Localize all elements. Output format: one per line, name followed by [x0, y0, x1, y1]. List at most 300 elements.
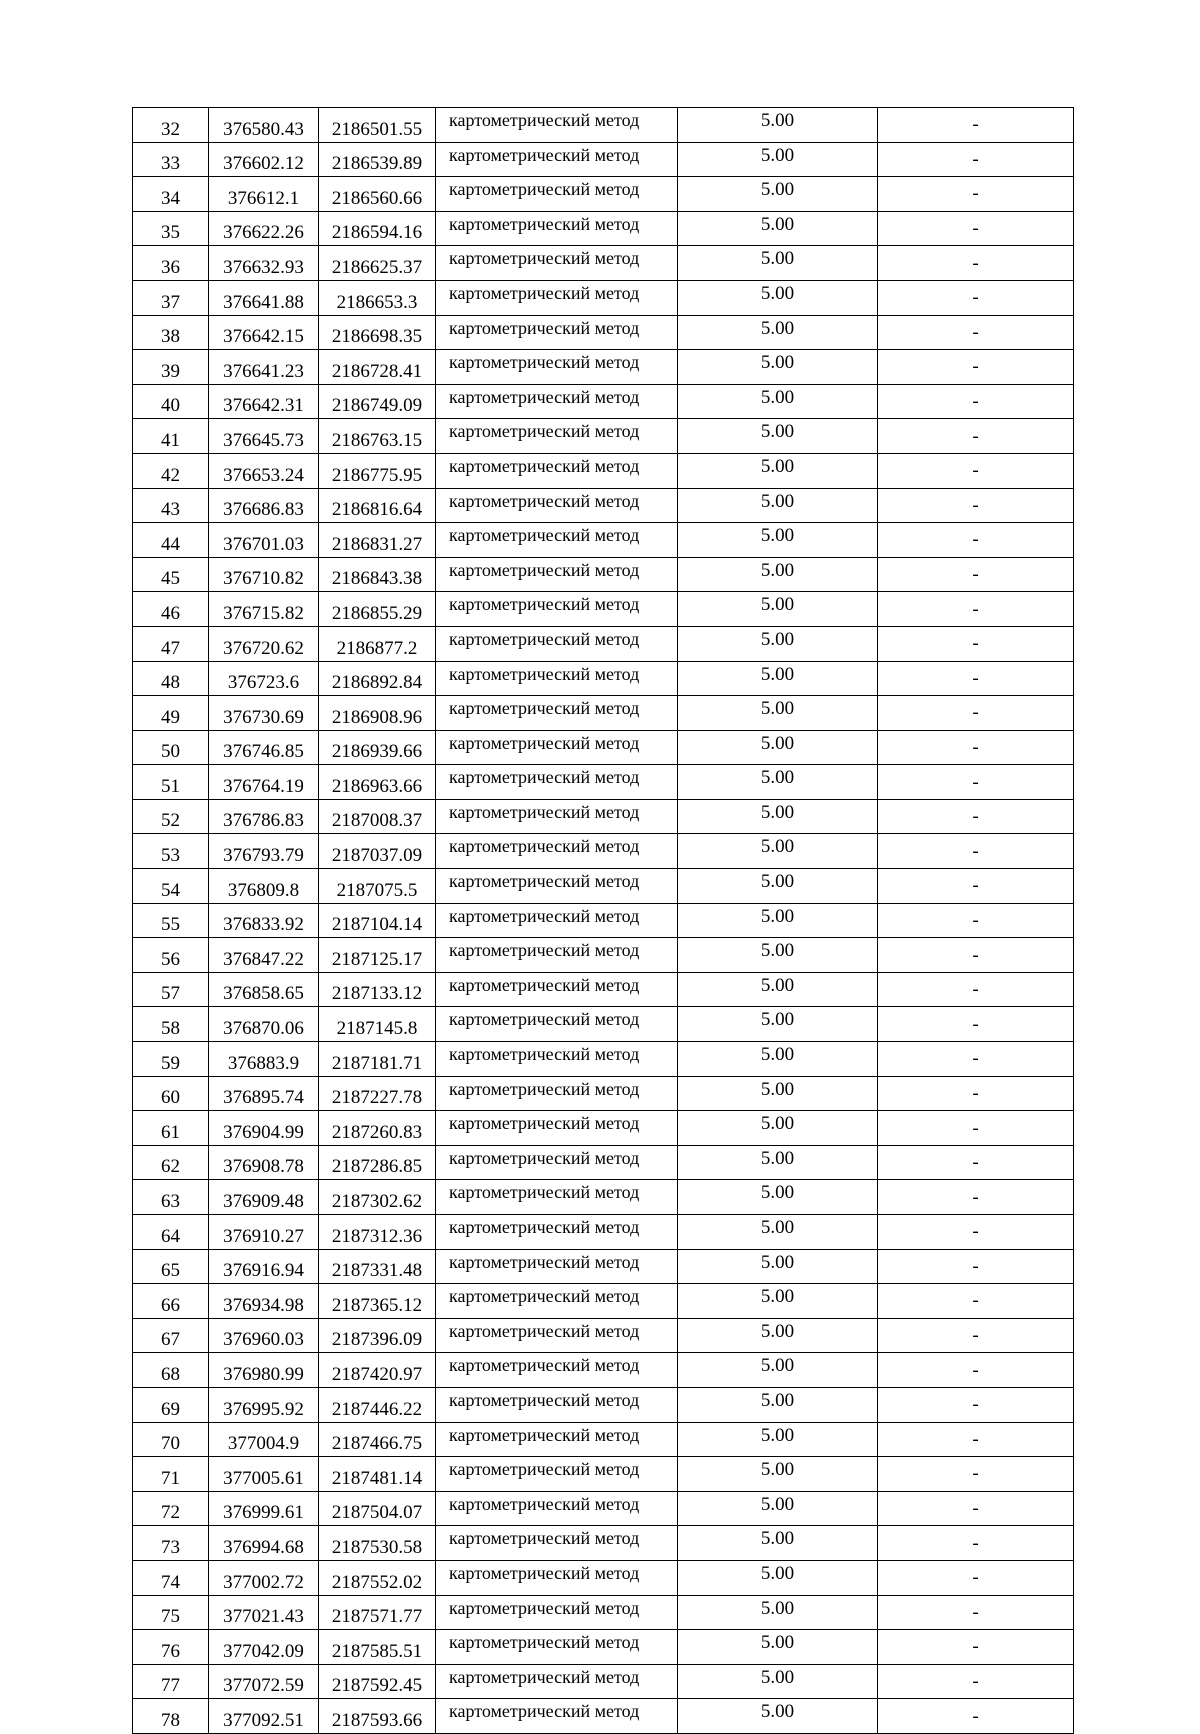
- point-number-cell: 41: [133, 419, 209, 454]
- method-cell: картометрический метод: [436, 1145, 678, 1180]
- point-number-cell: 45: [133, 557, 209, 592]
- y-coordinate-cell: 2187075.5: [319, 869, 436, 904]
- accuracy-cell: 5.00: [678, 1457, 878, 1492]
- x-coordinate-cell: 376632.93: [209, 246, 319, 281]
- accuracy-cell: 5.00: [678, 1630, 878, 1665]
- accuracy-cell: 5.00: [678, 246, 878, 281]
- note-cell: -: [878, 1145, 1074, 1180]
- method-cell: картометрический метод: [436, 799, 678, 834]
- x-coordinate-cell: 376580.43: [209, 108, 319, 143]
- y-coordinate-cell: 2187481.14: [319, 1457, 436, 1492]
- y-coordinate-cell: 2186653.3: [319, 280, 436, 315]
- y-coordinate-cell: 2186763.15: [319, 419, 436, 454]
- y-coordinate-cell: 2187592.45: [319, 1664, 436, 1699]
- note-cell: -: [878, 419, 1074, 454]
- note-cell: -: [878, 177, 1074, 212]
- note-cell: -: [878, 1042, 1074, 1077]
- x-coordinate-cell: 376909.48: [209, 1180, 319, 1215]
- y-coordinate-cell: 2186539.89: [319, 142, 436, 177]
- point-number-cell: 62: [133, 1145, 209, 1180]
- point-number-cell: 34: [133, 177, 209, 212]
- x-coordinate-cell: 376994.68: [209, 1526, 319, 1561]
- note-cell: -: [878, 1387, 1074, 1422]
- y-coordinate-cell: 2187571.77: [319, 1595, 436, 1630]
- y-coordinate-cell: 2187286.85: [319, 1145, 436, 1180]
- table-row: [133, 1007, 1074, 1042]
- point-number-cell: 40: [133, 384, 209, 419]
- note-cell: -: [878, 834, 1074, 869]
- point-number-cell: 66: [133, 1284, 209, 1319]
- note-cell: -: [878, 557, 1074, 592]
- table-row: [133, 246, 1074, 281]
- x-coordinate-cell: 376995.92: [209, 1387, 319, 1422]
- accuracy-cell: 5.00: [678, 523, 878, 558]
- x-coordinate-cell: 376723.6: [209, 661, 319, 696]
- accuracy-cell: 5.00: [678, 626, 878, 661]
- x-coordinate-cell: 376710.82: [209, 557, 319, 592]
- table-row: [133, 108, 1074, 143]
- table-row: [133, 1180, 1074, 1215]
- y-coordinate-cell: 2186728.41: [319, 350, 436, 385]
- note-cell: -: [878, 280, 1074, 315]
- y-coordinate-cell: 2187104.14: [319, 903, 436, 938]
- method-cell: картометрический метод: [436, 765, 678, 800]
- method-cell: картометрический метод: [436, 246, 678, 281]
- note-cell: -: [878, 626, 1074, 661]
- table-row: [133, 557, 1074, 592]
- x-coordinate-cell: 376960.03: [209, 1318, 319, 1353]
- accuracy-cell: 5.00: [678, 1042, 878, 1077]
- point-number-cell: 54: [133, 869, 209, 904]
- table-row: [133, 1560, 1074, 1595]
- method-cell: картометрический метод: [436, 453, 678, 488]
- y-coordinate-cell: 2187181.71: [319, 1042, 436, 1077]
- x-coordinate-cell: 376847.22: [209, 938, 319, 973]
- x-coordinate-cell: 376746.85: [209, 730, 319, 765]
- accuracy-cell: 5.00: [678, 1387, 878, 1422]
- y-coordinate-cell: 2187552.02: [319, 1560, 436, 1595]
- note-cell: -: [878, 1699, 1074, 1734]
- accuracy-cell: 5.00: [678, 1007, 878, 1042]
- y-coordinate-cell: 2186877.2: [319, 626, 436, 661]
- point-number-cell: 72: [133, 1491, 209, 1526]
- x-coordinate-cell: 376715.82: [209, 592, 319, 627]
- table-row: [133, 1353, 1074, 1388]
- table-row: [133, 592, 1074, 627]
- y-coordinate-cell: 2187227.78: [319, 1076, 436, 1111]
- x-coordinate-cell: 376793.79: [209, 834, 319, 869]
- method-cell: картометрический метод: [436, 1560, 678, 1595]
- table-row: [133, 1595, 1074, 1630]
- x-coordinate-cell: 376934.98: [209, 1284, 319, 1319]
- y-coordinate-cell: 2187530.58: [319, 1526, 436, 1561]
- point-number-cell: 56: [133, 938, 209, 973]
- accuracy-cell: 5.00: [678, 453, 878, 488]
- point-number-cell: 37: [133, 280, 209, 315]
- point-number-cell: 75: [133, 1595, 209, 1630]
- y-coordinate-cell: 2187585.51: [319, 1630, 436, 1665]
- point-number-cell: 52: [133, 799, 209, 834]
- table-row: [133, 903, 1074, 938]
- x-coordinate-cell: 376641.23: [209, 350, 319, 385]
- method-cell: картометрический метод: [436, 1699, 678, 1734]
- accuracy-cell: 5.00: [678, 108, 878, 143]
- method-cell: картометрический метод: [436, 211, 678, 246]
- note-cell: -: [878, 1422, 1074, 1457]
- x-coordinate-cell: 376602.12: [209, 142, 319, 177]
- y-coordinate-cell: 2186625.37: [319, 246, 436, 281]
- method-cell: картометрический метод: [436, 1353, 678, 1388]
- table-row: [133, 1042, 1074, 1077]
- point-number-cell: 64: [133, 1215, 209, 1250]
- point-number-cell: 58: [133, 1007, 209, 1042]
- note-cell: -: [878, 1111, 1074, 1146]
- y-coordinate-cell: 2187420.97: [319, 1353, 436, 1388]
- point-number-cell: 39: [133, 350, 209, 385]
- table-row: [133, 1526, 1074, 1561]
- table-row: [133, 488, 1074, 523]
- point-number-cell: 76: [133, 1630, 209, 1665]
- x-coordinate-cell: 376612.1: [209, 177, 319, 212]
- x-coordinate-cell: 376858.65: [209, 972, 319, 1007]
- note-cell: -: [878, 384, 1074, 419]
- accuracy-cell: 5.00: [678, 1145, 878, 1180]
- x-coordinate-cell: 376764.19: [209, 765, 319, 800]
- table-row: [133, 1076, 1074, 1111]
- note-cell: -: [878, 246, 1074, 281]
- x-coordinate-cell: 377042.09: [209, 1630, 319, 1665]
- method-cell: картометрический метод: [436, 1284, 678, 1319]
- point-number-cell: 73: [133, 1526, 209, 1561]
- y-coordinate-cell: 2186892.84: [319, 661, 436, 696]
- accuracy-cell: 5.00: [678, 799, 878, 834]
- note-cell: -: [878, 1353, 1074, 1388]
- note-cell: -: [878, 142, 1074, 177]
- method-cell: картометрический метод: [436, 834, 678, 869]
- table-row: [133, 1491, 1074, 1526]
- method-cell: картометрический метод: [436, 903, 678, 938]
- point-number-cell: 57: [133, 972, 209, 1007]
- point-number-cell: 69: [133, 1387, 209, 1422]
- y-coordinate-cell: 2187125.17: [319, 938, 436, 973]
- table-row: [133, 1699, 1074, 1734]
- x-coordinate-cell: 376883.9: [209, 1042, 319, 1077]
- note-cell: -: [878, 730, 1074, 765]
- note-cell: -: [878, 1215, 1074, 1250]
- accuracy-cell: 5.00: [678, 1595, 878, 1630]
- y-coordinate-cell: 2187593.66: [319, 1699, 436, 1734]
- method-cell: картометрический метод: [436, 661, 678, 696]
- table-row: [133, 419, 1074, 454]
- y-coordinate-cell: 2187312.36: [319, 1215, 436, 1250]
- point-number-cell: 53: [133, 834, 209, 869]
- table-row: [133, 350, 1074, 385]
- table-row: [133, 1284, 1074, 1319]
- accuracy-cell: 5.00: [678, 350, 878, 385]
- method-cell: картометрический метод: [436, 1180, 678, 1215]
- x-coordinate-cell: 377004.9: [209, 1422, 319, 1457]
- x-coordinate-cell: 377021.43: [209, 1595, 319, 1630]
- method-cell: картометрический метод: [436, 1422, 678, 1457]
- accuracy-cell: 5.00: [678, 1664, 878, 1699]
- note-cell: -: [878, 972, 1074, 1007]
- accuracy-cell: 5.00: [678, 765, 878, 800]
- table-row: [133, 696, 1074, 731]
- table-row: [133, 938, 1074, 973]
- note-cell: -: [878, 1318, 1074, 1353]
- table-row: [133, 1215, 1074, 1250]
- table-row: [133, 1664, 1074, 1699]
- accuracy-cell: 5.00: [678, 488, 878, 523]
- method-cell: картометрический метод: [436, 557, 678, 592]
- accuracy-cell: 5.00: [678, 696, 878, 731]
- accuracy-cell: 5.00: [678, 1526, 878, 1561]
- accuracy-cell: 5.00: [678, 972, 878, 1007]
- point-number-cell: 77: [133, 1664, 209, 1699]
- point-number-cell: 43: [133, 488, 209, 523]
- accuracy-cell: 5.00: [678, 869, 878, 904]
- accuracy-cell: 5.00: [678, 384, 878, 419]
- point-number-cell: 50: [133, 730, 209, 765]
- method-cell: картометрический метод: [436, 1111, 678, 1146]
- accuracy-cell: 5.00: [678, 903, 878, 938]
- note-cell: -: [878, 799, 1074, 834]
- table-row: [133, 1457, 1074, 1492]
- note-cell: -: [878, 211, 1074, 246]
- y-coordinate-cell: 2186560.66: [319, 177, 436, 212]
- method-cell: картометрический метод: [436, 938, 678, 973]
- y-coordinate-cell: 2186939.66: [319, 730, 436, 765]
- note-cell: -: [878, 696, 1074, 731]
- point-number-cell: 70: [133, 1422, 209, 1457]
- note-cell: -: [878, 523, 1074, 558]
- accuracy-cell: 5.00: [678, 938, 878, 973]
- method-cell: картометрический метод: [436, 419, 678, 454]
- point-number-cell: 59: [133, 1042, 209, 1077]
- table-row: [133, 1318, 1074, 1353]
- note-cell: -: [878, 1180, 1074, 1215]
- accuracy-cell: 5.00: [678, 419, 878, 454]
- accuracy-cell: 5.00: [678, 1353, 878, 1388]
- x-coordinate-cell: 376645.73: [209, 419, 319, 454]
- table-row: [133, 869, 1074, 904]
- method-cell: картометрический метод: [436, 730, 678, 765]
- y-coordinate-cell: 2187260.83: [319, 1111, 436, 1146]
- method-cell: картометрический метод: [436, 1215, 678, 1250]
- note-cell: -: [878, 765, 1074, 800]
- accuracy-cell: 5.00: [678, 834, 878, 869]
- x-coordinate-cell: 376686.83: [209, 488, 319, 523]
- point-number-cell: 63: [133, 1180, 209, 1215]
- note-cell: -: [878, 108, 1074, 143]
- point-number-cell: 60: [133, 1076, 209, 1111]
- point-number-cell: 46: [133, 592, 209, 627]
- accuracy-cell: 5.00: [678, 1699, 878, 1734]
- note-cell: -: [878, 1457, 1074, 1492]
- x-coordinate-cell: 377002.72: [209, 1560, 319, 1595]
- method-cell: картометрический метод: [436, 869, 678, 904]
- x-coordinate-cell: 376809.8: [209, 869, 319, 904]
- table-row: [133, 453, 1074, 488]
- note-cell: -: [878, 1007, 1074, 1042]
- note-cell: -: [878, 903, 1074, 938]
- method-cell: картометрический метод: [436, 696, 678, 731]
- table-row: [133, 1387, 1074, 1422]
- point-number-cell: 33: [133, 142, 209, 177]
- table-row: [133, 1630, 1074, 1665]
- method-cell: картометрический метод: [436, 1595, 678, 1630]
- x-coordinate-cell: 377005.61: [209, 1457, 319, 1492]
- accuracy-cell: 5.00: [678, 661, 878, 696]
- method-cell: картометрический метод: [436, 1042, 678, 1077]
- point-number-cell: 44: [133, 523, 209, 558]
- note-cell: -: [878, 453, 1074, 488]
- x-coordinate-cell: 376622.26: [209, 211, 319, 246]
- table-row: [133, 626, 1074, 661]
- accuracy-cell: 5.00: [678, 1215, 878, 1250]
- x-coordinate-cell: 376642.31: [209, 384, 319, 419]
- y-coordinate-cell: 2186816.64: [319, 488, 436, 523]
- y-coordinate-cell: 2186698.35: [319, 315, 436, 350]
- method-cell: картометрический метод: [436, 1007, 678, 1042]
- accuracy-cell: 5.00: [678, 1180, 878, 1215]
- y-coordinate-cell: 2186908.96: [319, 696, 436, 731]
- note-cell: -: [878, 1630, 1074, 1665]
- table-row: [133, 142, 1074, 177]
- method-cell: картометрический метод: [436, 1457, 678, 1492]
- x-coordinate-cell: 376701.03: [209, 523, 319, 558]
- point-number-cell: 49: [133, 696, 209, 731]
- table-row: [133, 315, 1074, 350]
- table-row: [133, 211, 1074, 246]
- accuracy-cell: 5.00: [678, 1284, 878, 1319]
- accuracy-cell: 5.00: [678, 1318, 878, 1353]
- point-number-cell: 78: [133, 1699, 209, 1734]
- accuracy-cell: 5.00: [678, 177, 878, 212]
- x-coordinate-cell: 376642.15: [209, 315, 319, 350]
- x-coordinate-cell: 376999.61: [209, 1491, 319, 1526]
- note-cell: -: [878, 1664, 1074, 1699]
- y-coordinate-cell: 2187145.8: [319, 1007, 436, 1042]
- note-cell: -: [878, 869, 1074, 904]
- table-row: [133, 384, 1074, 419]
- x-coordinate-cell: 376833.92: [209, 903, 319, 938]
- method-cell: картометрический метод: [436, 1387, 678, 1422]
- table-row: [133, 799, 1074, 834]
- x-coordinate-cell: 376720.62: [209, 626, 319, 661]
- x-coordinate-cell: 376786.83: [209, 799, 319, 834]
- y-coordinate-cell: 2186963.66: [319, 765, 436, 800]
- method-cell: картометрический метод: [436, 384, 678, 419]
- method-cell: картометрический метод: [436, 1630, 678, 1665]
- method-cell: картометрический метод: [436, 108, 678, 143]
- method-cell: картометрический метод: [436, 523, 678, 558]
- point-number-cell: 55: [133, 903, 209, 938]
- method-cell: картометрический метод: [436, 592, 678, 627]
- y-coordinate-cell: 2186843.38: [319, 557, 436, 592]
- point-number-cell: 38: [133, 315, 209, 350]
- method-cell: картометрический метод: [436, 1664, 678, 1699]
- accuracy-cell: 5.00: [678, 211, 878, 246]
- method-cell: картометрический метод: [436, 315, 678, 350]
- table-row: [133, 1422, 1074, 1457]
- point-number-cell: 74: [133, 1560, 209, 1595]
- note-cell: -: [878, 592, 1074, 627]
- point-number-cell: 36: [133, 246, 209, 281]
- method-cell: картометрический метод: [436, 1076, 678, 1111]
- accuracy-cell: 5.00: [678, 1076, 878, 1111]
- accuracy-cell: 5.00: [678, 557, 878, 592]
- table-row: [133, 1249, 1074, 1284]
- point-number-cell: 35: [133, 211, 209, 246]
- method-cell: картометрический метод: [436, 488, 678, 523]
- note-cell: -: [878, 1284, 1074, 1319]
- y-coordinate-cell: 2187446.22: [319, 1387, 436, 1422]
- accuracy-cell: 5.00: [678, 730, 878, 765]
- note-cell: -: [878, 1595, 1074, 1630]
- note-cell: -: [878, 1249, 1074, 1284]
- point-number-cell: 61: [133, 1111, 209, 1146]
- x-coordinate-cell: 376908.78: [209, 1145, 319, 1180]
- y-coordinate-cell: 2187396.09: [319, 1318, 436, 1353]
- accuracy-cell: 5.00: [678, 1111, 878, 1146]
- table-row: [133, 1111, 1074, 1146]
- point-number-cell: 68: [133, 1353, 209, 1388]
- note-cell: -: [878, 1491, 1074, 1526]
- y-coordinate-cell: 2186749.09: [319, 384, 436, 419]
- accuracy-cell: 5.00: [678, 592, 878, 627]
- method-cell: картометрический метод: [436, 142, 678, 177]
- method-cell: картометрический метод: [436, 350, 678, 385]
- table-row: [133, 730, 1074, 765]
- table-row: [133, 661, 1074, 696]
- y-coordinate-cell: 2186775.95: [319, 453, 436, 488]
- method-cell: картометрический метод: [436, 972, 678, 1007]
- table-row: [133, 523, 1074, 558]
- method-cell: картометрический метод: [436, 1526, 678, 1561]
- x-coordinate-cell: 376980.99: [209, 1353, 319, 1388]
- x-coordinate-cell: 376904.99: [209, 1111, 319, 1146]
- table-row: [133, 1145, 1074, 1180]
- method-cell: картометрический метод: [436, 1491, 678, 1526]
- table-body: [133, 108, 1074, 1734]
- note-cell: -: [878, 315, 1074, 350]
- point-number-cell: 67: [133, 1318, 209, 1353]
- table-row: [133, 280, 1074, 315]
- note-cell: -: [878, 350, 1074, 385]
- y-coordinate-cell: 2186501.55: [319, 108, 436, 143]
- x-coordinate-cell: 376870.06: [209, 1007, 319, 1042]
- note-cell: -: [878, 1526, 1074, 1561]
- method-cell: картометрический метод: [436, 280, 678, 315]
- accuracy-cell: 5.00: [678, 1491, 878, 1526]
- method-cell: картометрический метод: [436, 1318, 678, 1353]
- accuracy-cell: 5.00: [678, 315, 878, 350]
- point-number-cell: 51: [133, 765, 209, 800]
- y-coordinate-cell: 2186831.27: [319, 523, 436, 558]
- coordinates-table: [132, 107, 1074, 1734]
- accuracy-cell: 5.00: [678, 280, 878, 315]
- method-cell: картометрический метод: [436, 1249, 678, 1284]
- accuracy-cell: 5.00: [678, 142, 878, 177]
- table-row: [133, 834, 1074, 869]
- y-coordinate-cell: 2186594.16: [319, 211, 436, 246]
- point-number-cell: 47: [133, 626, 209, 661]
- point-number-cell: 65: [133, 1249, 209, 1284]
- accuracy-cell: 5.00: [678, 1422, 878, 1457]
- x-coordinate-cell: 376895.74: [209, 1076, 319, 1111]
- note-cell: -: [878, 1560, 1074, 1595]
